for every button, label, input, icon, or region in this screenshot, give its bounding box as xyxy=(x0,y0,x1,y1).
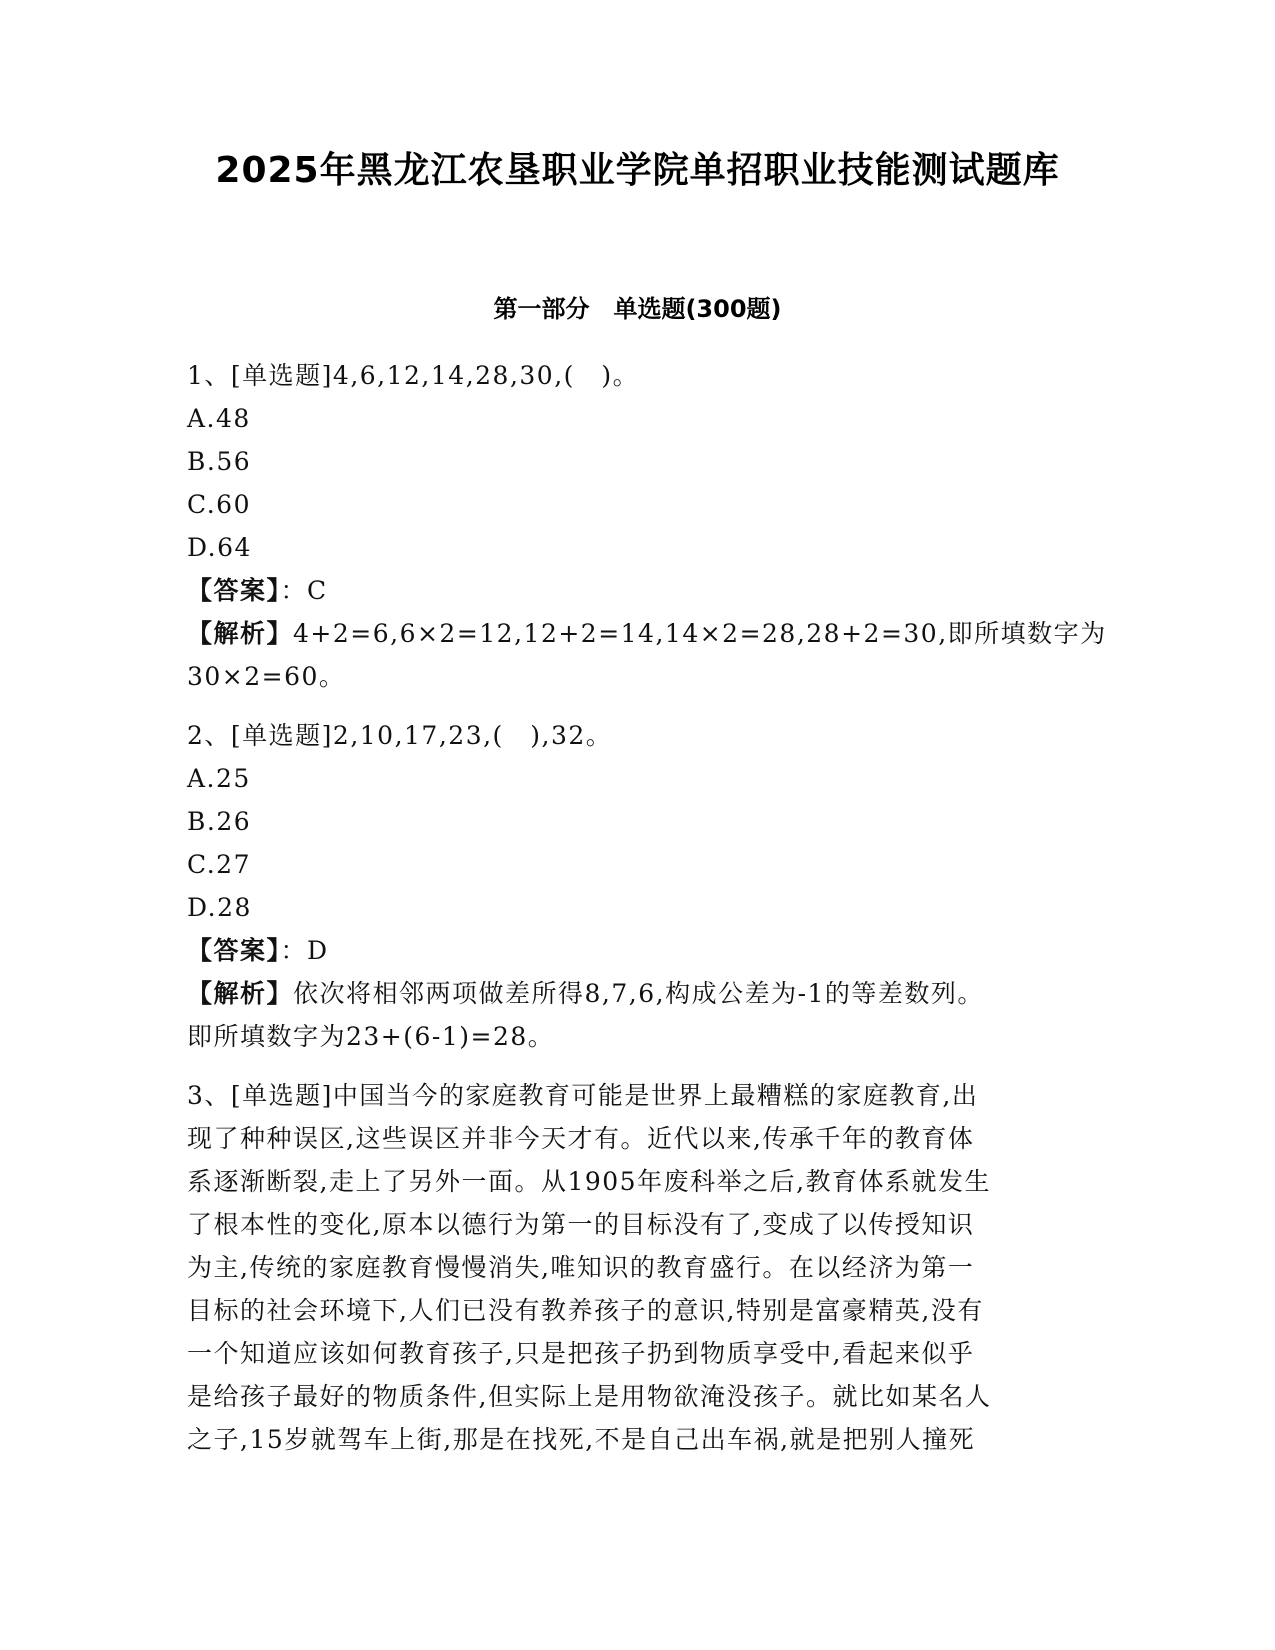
answer-value: ：D xyxy=(280,936,329,965)
section-title: 第一部分 单选题(300题) xyxy=(493,295,782,323)
analysis-continuation: 即所填数字为23+(6-1)=28。 xyxy=(187,1022,555,1051)
question-stem-line: 3、[单选题]中国当今的家庭教育可能是世界上最糟糕的家庭教育,出 xyxy=(187,1081,979,1110)
option-a: A.48 xyxy=(187,404,251,433)
question-3 xyxy=(187,1074,1092,1461)
question-stem-line: 目标的社会环境下,人们已没有教养孩子的意识,特别是富豪精英,没有 xyxy=(187,1296,984,1325)
answer-line xyxy=(187,929,1092,972)
question-stem-line: 系逐渐断裂,走上了另外一面。从1905年废科举之后,教育体系就发生 xyxy=(187,1167,992,1196)
question-stem: 1、[单选题]4,6,12,14,28,30,( )。 xyxy=(187,361,640,390)
option-a: A.25 xyxy=(187,764,251,793)
analysis-line xyxy=(187,612,1107,655)
question-stem-line: 之子,15岁就驾车上街,那是在找死,不是自己出车祸,就是把别人撞死 xyxy=(187,1425,976,1454)
answer-label: 【答案】 xyxy=(187,936,281,965)
option-b: B.56 xyxy=(187,447,252,476)
question-stem-line: 是给孩子最好的物质条件,但实际上是用物欲淹没孩子。就比如某名人 xyxy=(187,1382,992,1411)
question-stem-line: 现了种种误区,这些误区并非今天才有。近代以来,传承千年的教育体 xyxy=(187,1124,975,1153)
option-c: C.60 xyxy=(187,490,251,519)
question-2 xyxy=(187,714,1092,1058)
question-1 xyxy=(187,354,1107,698)
question-stem: 2、[单选题]2,10,17,23,( ),32。 xyxy=(187,721,613,750)
analysis-line xyxy=(187,972,1092,1015)
analysis-continuation: 30×2=60。 xyxy=(187,662,346,691)
option-d: D.64 xyxy=(187,533,252,562)
answer-label: 【答案】 xyxy=(187,576,281,605)
option-b: B.26 xyxy=(187,807,252,836)
question-stem-line: 为主,传统的家庭教育慢慢消失,唯知识的教育盛行。在以经济为第一 xyxy=(187,1253,975,1282)
document-title: 2025年黑龙江农垦职业学院单招职业技能测试题库 xyxy=(215,150,1060,191)
analysis-label: 【解析】 xyxy=(187,619,294,648)
analysis-text: 依次将相邻两项做差所得8,7,6,构成公差为-1的等差数列。 xyxy=(293,979,984,1008)
option-c: C.27 xyxy=(187,850,251,879)
answer-line xyxy=(187,569,1092,612)
question-stem-line: 一个知道应该如何教育孩子,只是把孩子扔到物质享受中,看起来似乎 xyxy=(187,1339,975,1368)
question-stem-line: 了根本性的变化,原本以德行为第一的目标没有了,变成了以传授知识 xyxy=(187,1210,975,1239)
question-list xyxy=(187,354,1107,1477)
answer-value: ：C xyxy=(280,576,328,605)
option-d: D.28 xyxy=(187,893,252,922)
analysis-text: 4+2=6,6×2=12,12+2=14,14×2=28,28+2=30,即所填数字为 xyxy=(293,619,1107,648)
analysis-label: 【解析】 xyxy=(187,979,294,1008)
